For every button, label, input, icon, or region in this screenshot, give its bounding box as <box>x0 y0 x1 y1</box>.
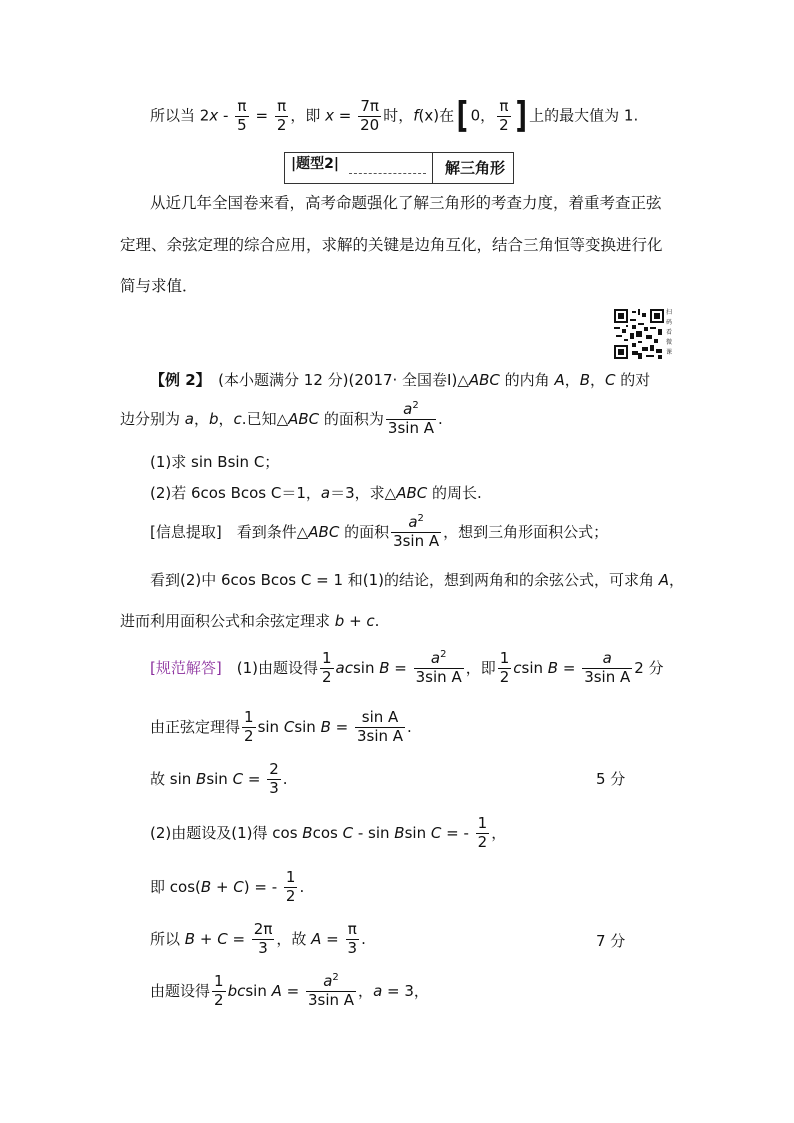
topic-label <box>285 153 433 183</box>
text: = <box>250 106 273 125</box>
fraction <box>320 651 334 686</box>
numerator: $a^2$ <box>414 651 464 669</box>
text: sin <box>245 981 272 1000</box>
denominator: 2 <box>285 886 296 905</box>
numerator: $a^2$ <box>306 974 356 992</box>
text: - <box>271 877 282 896</box>
text: = <box>321 929 344 948</box>
fraction <box>582 651 632 686</box>
denominator: 2 <box>499 115 509 134</box>
fraction <box>355 710 405 745</box>
text: 由正弦定理得 <box>150 717 241 736</box>
text: . <box>299 877 305 896</box>
text: ) = <box>243 877 272 896</box>
var: x <box>209 106 219 125</box>
text: = <box>243 769 266 788</box>
numerator: 7π <box>358 99 381 117</box>
text: (2)由题设及(1)得 cos <box>150 823 303 842</box>
fraction <box>275 96 289 134</box>
text: - sin <box>353 823 395 842</box>
text: 在 <box>439 106 455 125</box>
text: (本小题满分 12 分)(2017· 全国卷Ⅰ)△ <box>203 371 469 389</box>
var: bc <box>227 981 246 1000</box>
text: sin <box>404 823 431 842</box>
fraction <box>235 96 249 134</box>
var: B <box>320 717 331 736</box>
text: (1)由题设得 <box>221 658 318 677</box>
text: + <box>211 877 234 896</box>
numerator: sin A <box>355 710 405 728</box>
text: ，即 <box>465 658 496 677</box>
text: = <box>281 981 304 1000</box>
denominator: 5 <box>237 115 247 134</box>
denominator: 2 <box>214 990 224 1009</box>
text: 所以当 2 <box>150 106 210 125</box>
var: a <box>373 981 383 1000</box>
solution-line-5 <box>150 870 304 905</box>
var: B <box>394 823 405 842</box>
intro-line-2: 定理、余弦定理的综合应用，求解的关键是边角互化，结合三角恒等变换进行化 <box>120 236 663 254</box>
var: C <box>233 877 244 896</box>
text: ，故 <box>276 929 312 948</box>
denominator: 3 <box>258 938 268 957</box>
max-value-line <box>150 95 639 136</box>
qr-code-icon[interactable] <box>614 309 664 359</box>
var: a <box>320 484 331 502</box>
text: . <box>282 769 288 788</box>
var: b <box>209 409 219 428</box>
text: 进而利用面积公式和余弦定理求 <box>120 612 335 630</box>
var: C <box>430 823 442 842</box>
var: B <box>547 658 559 677</box>
text: ， <box>564 371 580 389</box>
numerator: 1 <box>214 972 224 990</box>
denominator: 2 <box>499 667 510 686</box>
solution-line-1 <box>150 651 664 686</box>
text: 看到(2)中 6cos Bcos C = 1 和(1)的结论，想到两角和的余弦公式，可求角 <box>150 571 659 589</box>
question-2 <box>150 486 482 501</box>
numerator: 1 <box>244 708 254 726</box>
text: = <box>227 929 250 948</box>
denominator: 2 <box>477 832 488 851</box>
text: 时， <box>383 106 414 125</box>
intro-line-1: 从近几年全国卷来看，高考命题强化了解三角形的考查力度，着重考查正弦 <box>150 194 662 212</box>
var: ABC <box>396 484 428 502</box>
info-line-1 <box>150 515 608 550</box>
denominator: 3sin A <box>356 726 404 745</box>
var: b + c <box>334 612 375 630</box>
topic-header <box>284 152 514 184</box>
score-5: 5 分 <box>596 770 626 788</box>
var: x <box>325 106 335 125</box>
text: + <box>195 929 218 948</box>
var: B <box>379 658 390 677</box>
text: ， <box>590 371 606 389</box>
fraction <box>391 515 441 550</box>
denominator: 3sin A <box>393 531 440 550</box>
numerator: 1 <box>285 868 296 886</box>
numerator: π <box>235 99 249 117</box>
numerator: π <box>497 99 511 117</box>
example-line-1 <box>150 373 650 388</box>
text: 边分别为 <box>120 409 185 428</box>
text: 的面积为 <box>319 409 384 428</box>
fraction <box>306 974 356 1009</box>
text: 的内角 <box>499 371 555 389</box>
text: .已知△ <box>241 409 289 428</box>
qr-caption: 扫码看微课 <box>666 309 673 356</box>
denominator: 20 <box>360 115 380 134</box>
var: B <box>184 929 196 948</box>
text: 所以 <box>150 929 185 948</box>
text: ， <box>358 981 374 1000</box>
denominator: 2 <box>244 726 254 745</box>
denominator: 3sin A <box>387 418 434 437</box>
numerator: π <box>275 99 289 117</box>
denominator: 3sin A <box>307 990 355 1009</box>
denominator: 3 <box>269 778 279 797</box>
text: - <box>463 823 474 842</box>
question-1: (1)求 sin Bsin C； <box>150 453 280 471</box>
left-bracket: [ <box>456 95 469 136</box>
var: A <box>271 981 282 1000</box>
text: sin <box>352 658 380 677</box>
denominator: 2 <box>321 667 332 686</box>
fraction <box>242 710 256 745</box>
var: f <box>413 106 419 125</box>
solution-line-4 <box>150 816 506 851</box>
text: 的对 <box>615 371 651 389</box>
text: ， <box>193 409 209 428</box>
score-7: 7 分 <box>596 932 626 950</box>
solution-line-3 <box>150 762 288 797</box>
fraction <box>284 870 298 905</box>
text: - <box>218 106 234 125</box>
text: 由题设得 <box>150 981 211 1000</box>
dashed-line <box>349 173 426 174</box>
example-line-2 <box>120 402 443 437</box>
var: a <box>323 972 333 990</box>
var: C <box>605 371 616 389</box>
var: A <box>311 929 322 948</box>
text: = <box>330 717 353 736</box>
intro-line-3: 简与求值． <box>120 277 198 295</box>
var: c <box>233 409 242 428</box>
numerator: a <box>582 651 632 669</box>
var: B <box>200 877 212 896</box>
fraction <box>358 96 381 134</box>
fraction <box>212 974 226 1009</box>
numerator: $a^2$ <box>386 402 436 420</box>
numerator: 1 <box>477 814 488 832</box>
var: B <box>579 371 591 389</box>
text: = 3， <box>382 981 429 1000</box>
var: A <box>554 371 565 389</box>
text: 的周长. <box>427 484 482 502</box>
text: sin <box>294 717 321 736</box>
text: 上的最大值为 1. <box>529 106 639 125</box>
var: B <box>196 769 207 788</box>
numerator: π <box>346 922 360 940</box>
numerator: 2 <box>269 760 279 778</box>
text: = <box>389 658 412 677</box>
info-line-3 <box>120 614 379 629</box>
right-bracket: ] <box>515 95 527 136</box>
text: 故 sin <box>150 769 197 788</box>
text: . <box>437 409 443 428</box>
var: C <box>217 929 228 948</box>
var: B <box>302 823 313 842</box>
text: sin <box>521 658 548 677</box>
text: ，即 <box>290 106 326 125</box>
numerator: 1 <box>321 649 332 667</box>
text: (2)若 6cos Bcos C＝1， <box>150 484 321 502</box>
fraction <box>267 762 281 797</box>
text: . <box>361 929 366 948</box>
text: sin <box>257 717 284 736</box>
denominator: 3sin A <box>584 667 631 686</box>
text: 看到条件△ <box>221 522 309 541</box>
var: ac <box>335 658 353 677</box>
text: ＝3，求△ <box>330 484 397 502</box>
solution-line-7 <box>150 974 429 1009</box>
var: a <box>408 513 418 531</box>
var: a <box>403 400 413 418</box>
var: ABC <box>468 371 500 389</box>
text: ，想到三角形面积公式； <box>443 522 609 541</box>
text: 的面积 <box>339 522 390 541</box>
text: = <box>441 823 464 842</box>
text: . <box>407 717 412 736</box>
text: ， <box>669 571 685 589</box>
fraction <box>252 922 275 957</box>
info-line-2 <box>150 573 684 588</box>
fraction <box>346 922 360 957</box>
solution-tag: [规范解答] <box>150 658 222 677</box>
var: a <box>184 409 194 428</box>
fraction <box>497 96 511 134</box>
example-tag: 【例 2】 <box>150 371 204 389</box>
denominator: 2 <box>276 115 287 134</box>
var: C <box>283 717 295 736</box>
var: ABC <box>308 522 340 541</box>
var: a <box>430 649 441 667</box>
text: ， <box>218 409 234 428</box>
solution-line-6 <box>150 922 366 957</box>
fraction <box>498 651 512 686</box>
score-2: 2 分 <box>634 658 664 677</box>
fraction <box>414 651 464 686</box>
numerator: $a^2$ <box>391 515 441 533</box>
fraction <box>476 816 490 851</box>
text: . <box>374 612 380 630</box>
var: C <box>342 823 354 842</box>
text: ， <box>491 823 507 842</box>
topic-title: 解三角形 <box>445 159 506 177</box>
numerator: 2π <box>253 920 273 938</box>
denominator: 3sin A <box>415 667 462 686</box>
denominator: 3 <box>347 938 358 957</box>
text: = <box>558 658 581 677</box>
text: 即 cos( <box>150 877 201 896</box>
text: (x) <box>418 106 440 125</box>
info-tag: [信息提取] <box>150 522 222 541</box>
topic-label-text: |题型2| <box>291 156 339 172</box>
fraction <box>386 402 436 437</box>
text: sin <box>206 769 233 788</box>
text: cos <box>312 823 343 842</box>
var: c <box>513 658 522 677</box>
var: A <box>658 571 670 589</box>
var: ABC <box>288 409 320 428</box>
numerator: 1 <box>499 649 510 667</box>
text: = <box>334 106 357 125</box>
text: 0， <box>470 106 496 125</box>
var: C <box>232 769 244 788</box>
solution-line-2 <box>150 710 412 745</box>
